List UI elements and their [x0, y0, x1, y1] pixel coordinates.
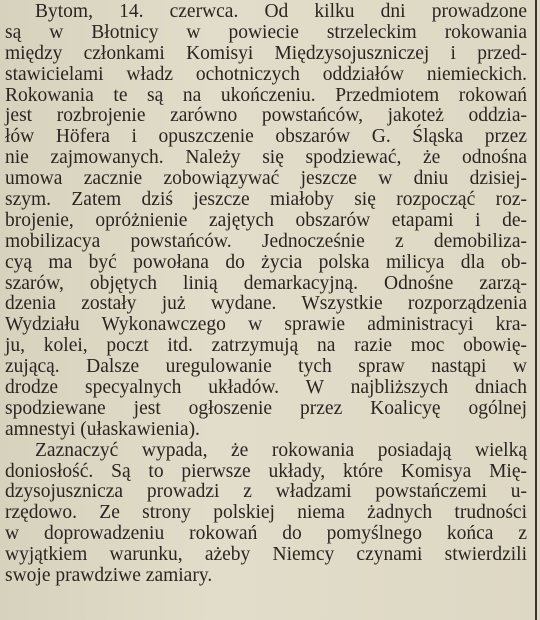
text-line: doniosłość. Są to pierwsze układy, które Komisya Mię- [5, 460, 527, 482]
text-line: mobilizacya powstańców. Jednocześnie z demobiliza- [5, 230, 527, 252]
text-line: stawicielami władz ochotniczych oddziałów niemieckich. [5, 63, 527, 85]
text-line: cyą ma być powołana do życia polska milicya dla ob- [5, 251, 527, 273]
text-line: między członkami Komisyi Międzysojuszniczej i przed- [5, 42, 527, 64]
text-line: brojenie, opróżnienie zajętych obszarów etapami i de- [5, 209, 527, 231]
text-line: Rokowania te są na ukończeniu. Przedmiotem rokowań [5, 84, 527, 106]
text-line: drodze specyalnych układów. W najbliższych dniach [5, 377, 527, 399]
text-line: rzędowo. Ze strony polskiej niema żadnych trudności [5, 502, 527, 524]
text-line: dzenia zostały już wydane. Wszystkie rozporządzenia [5, 293, 527, 315]
text-line: w doprowadzeniu rokowań do pomyślnego końca z [5, 523, 527, 545]
text-line: jest rozbrojenie zarówno powstańców, jakoteż oddzia- [5, 105, 527, 127]
text-line: zującą. Dalsze uregulowanie tych spraw nastąpi w [5, 356, 527, 378]
text-line: Wydziału Wykonawczego w sprawie administracyi kra- [5, 314, 527, 336]
text-line: nie zajmowanych. Należy się spodziewać, że odnośna [5, 147, 527, 169]
text-line: spodziewane jest ogłoszenie przez Koalicyę ogólnej [5, 397, 527, 419]
text-line: szym. Zatem dziś jeszcze miałoby się rozpocząć roz- [5, 189, 527, 211]
text-line: amnestyi (ułaskawienia). [5, 418, 200, 440]
text-line: są w Błotnicy w powiecie strzeleckim rokowania [5, 21, 527, 43]
text-line: Zaznaczyć wypada, że rokowania posiadają wielką [35, 439, 527, 461]
paragraph-2 [5, 441, 527, 587]
text-line: wyjątkiem warunku, ażeby Niemcy czynami stwierdzili [5, 544, 527, 566]
text-line: ju, kolei, poczt itd. zatrzymują na razie moc obowię- [5, 335, 527, 357]
text-line: szarów, objętych linią demarkacyjną. Odnośne zarzą- [5, 272, 527, 294]
text-line: umowa zacznie zobowiązywać jeszcze w dniu dzisiej- [5, 168, 527, 190]
paragraph-1 [5, 2, 527, 441]
text-line: dzysojusznicza prowadzi z władzami powstańczemi u- [5, 481, 527, 503]
column-rule [535, 0, 537, 620]
text-line: łów Höfera i opuszczenie obszarów G. Śląska przez [5, 126, 527, 148]
text-line: Bytom, 14. czerwca. Od kilku dni prowadzone [35, 1, 527, 22]
text-line: swoje prawdziwe zamiary. [5, 565, 213, 587]
news-article [5, 2, 527, 587]
